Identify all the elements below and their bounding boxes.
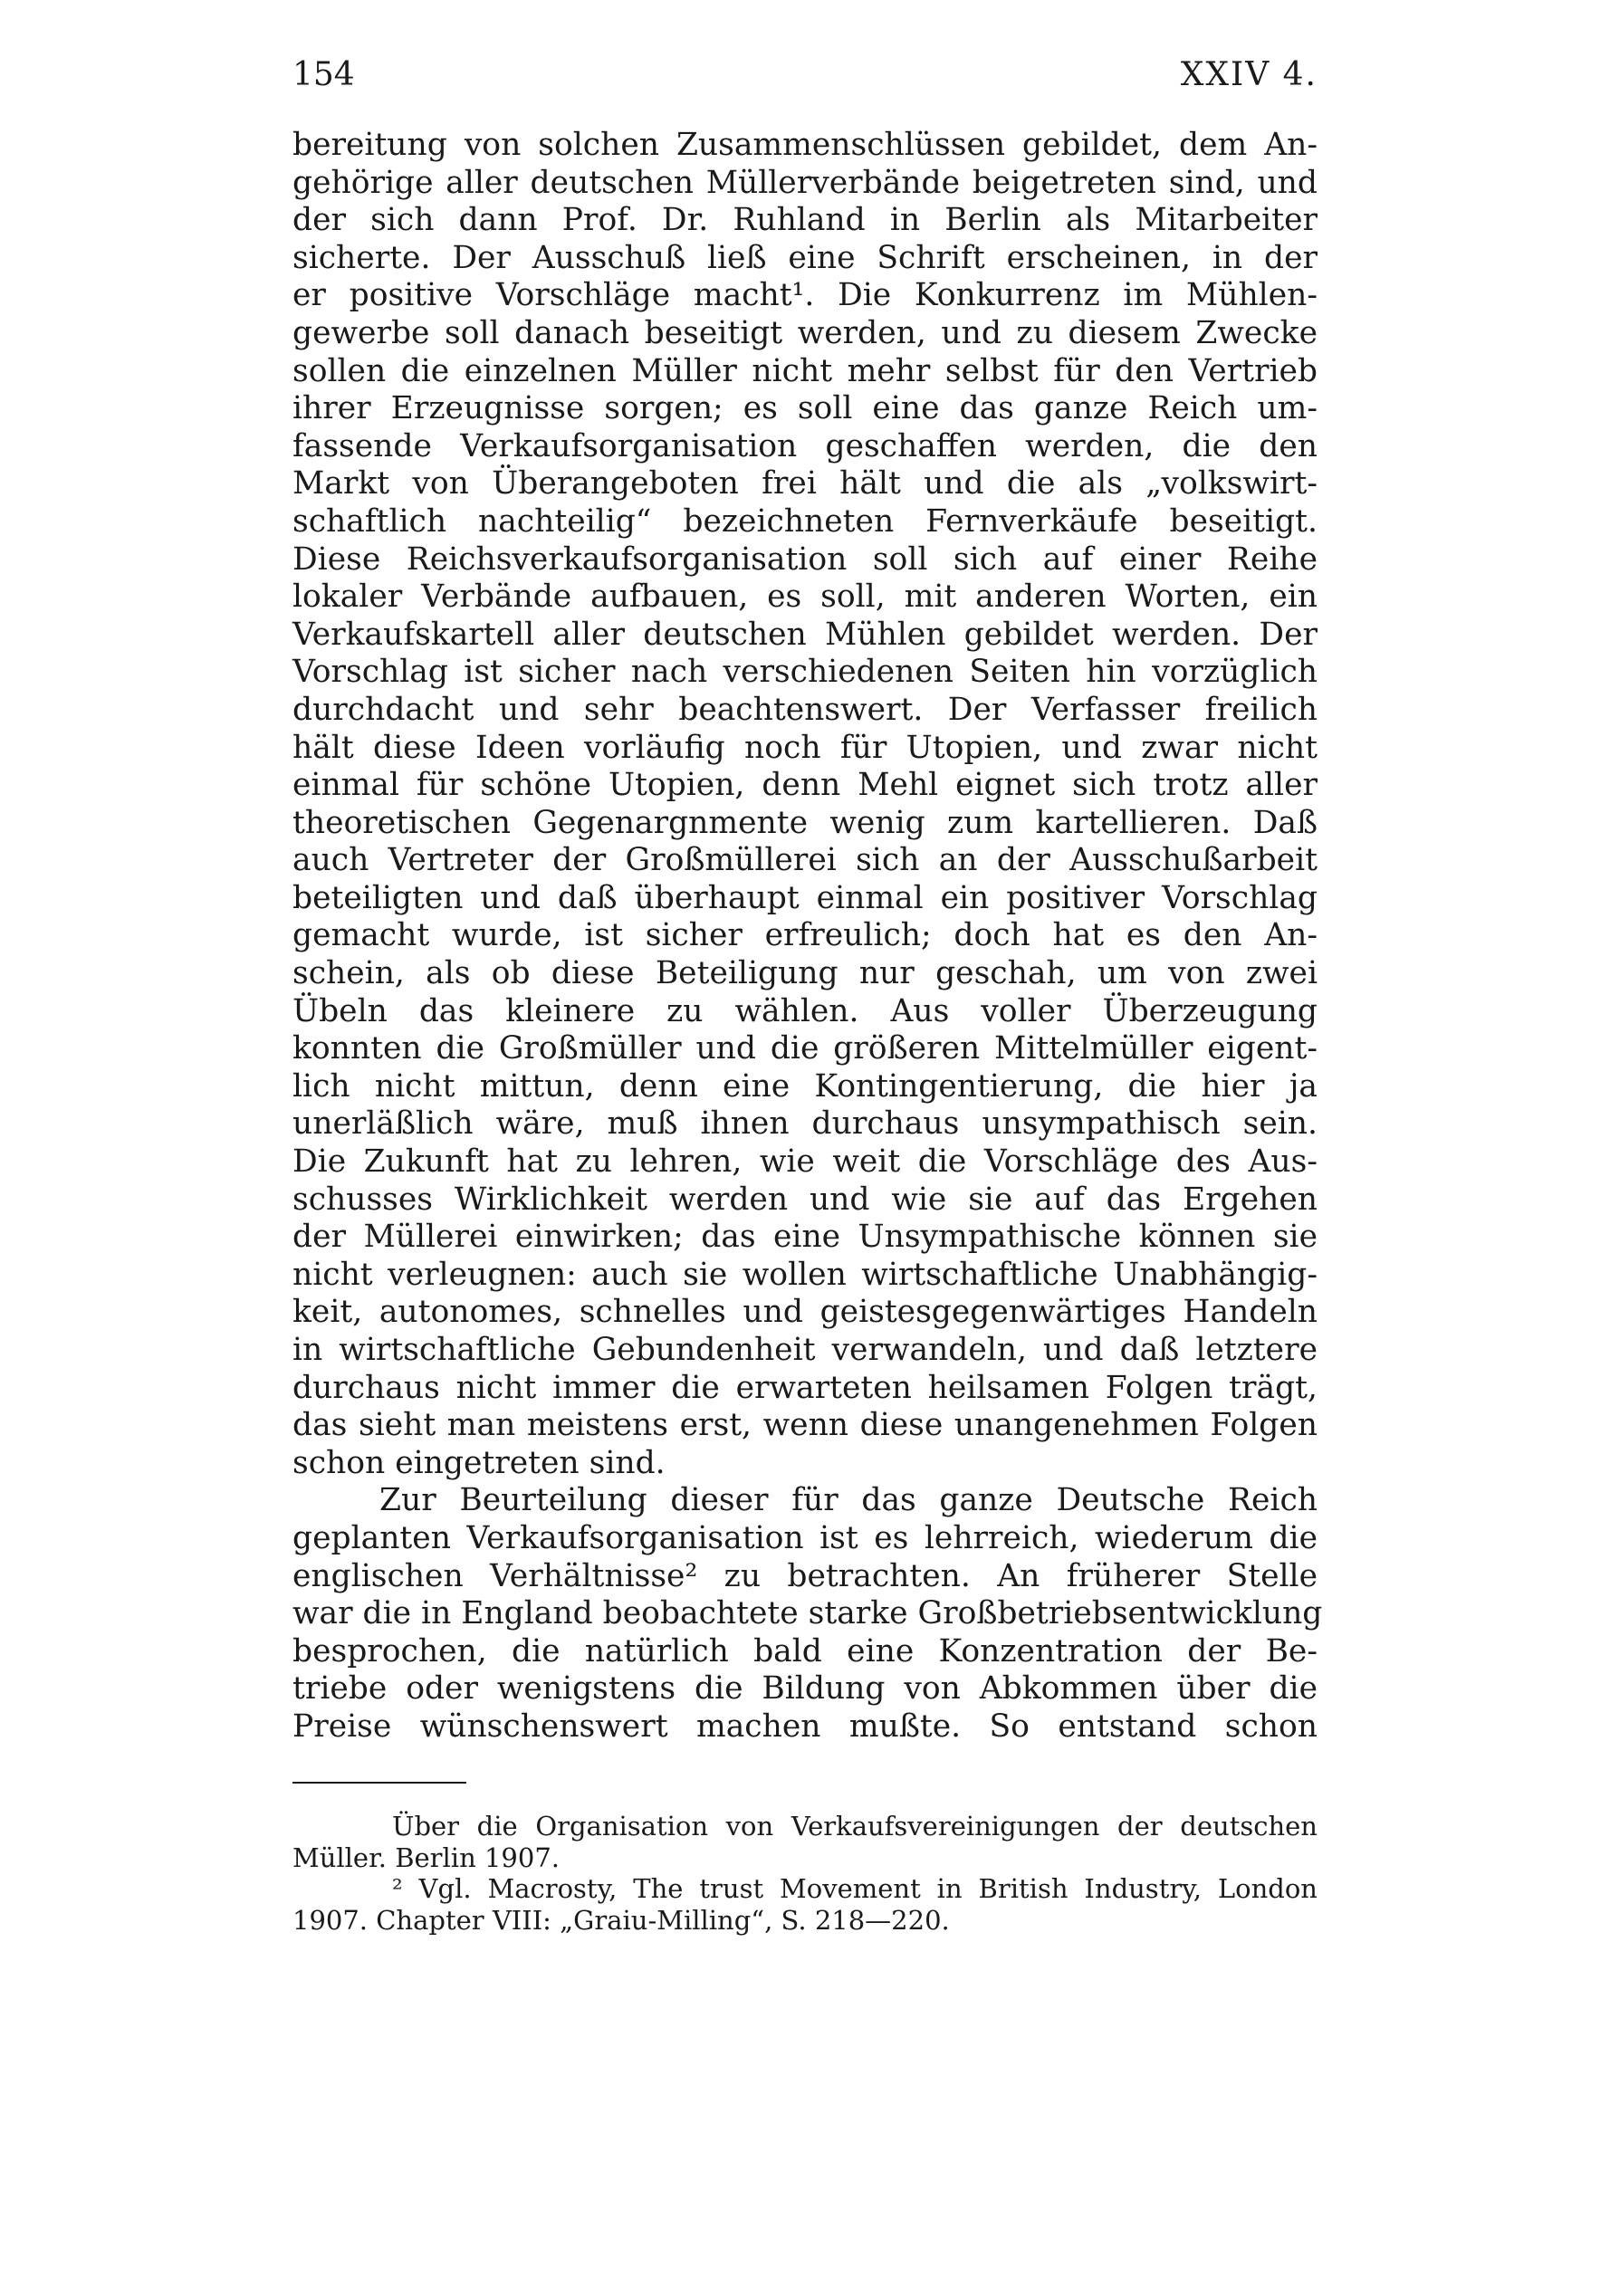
text-line: ihrer Erzeugnisse sorgen; es soll eine das ganze Reich um- — [292, 390, 1318, 427]
text-line: beteiligten und daß überhaupt einmal ein positiver Vorschlag — [292, 879, 1318, 916]
body-text — [292, 127, 1323, 1746]
text-line: triebe oder wenigstens die Bildung von Abkommen über die — [292, 1670, 1318, 1708]
text-line: unerläßlich wäre, muß ihnen durchaus unsympathisch sein. — [292, 1105, 1318, 1143]
text-line: sicherte. Der Ausschuß ließ eine Schrift erscheinen, in der — [292, 239, 1318, 276]
text-line: geplanten Verkaufsorganisation ist es lehrreich, wiederum die — [292, 1519, 1318, 1556]
text-line: einmal für schöne Utopien, denn Mehl eignet sich trotz aller — [292, 767, 1318, 804]
text-line: war die in England beobachtete starke Großbetriebsentwicklung — [292, 1595, 1323, 1632]
text-line: gewerbe soll danach beseitigt werden, und zu diesem Zwecke — [292, 314, 1318, 351]
text-line: durchaus nicht immer die erwarteten heilsamen Folgen trägt, — [292, 1369, 1318, 1406]
footnote-line: Müller. Berlin 1907. — [292, 1842, 560, 1873]
footnote-line: ² Vgl. Macrosty, The trust Movement in British Industry, London — [392, 1873, 1318, 1904]
text-line: durchdacht und sehr beachtenswert. Der Verfasser freilich — [292, 691, 1318, 728]
text-line: hält diese Ideen vorläufig noch für Utopien, und zwar nicht — [292, 729, 1318, 766]
text-line: theoretischen Gegenargnmente wenig zum kartellieren. Daß — [292, 804, 1318, 841]
text-line: gehörige aller deutschen Müllerverbände beigetreten sind, und — [292, 164, 1318, 201]
text-line: gemacht wurde, ist sicher erfreulich; doch hat es den An- — [292, 917, 1318, 954]
text-line: fassende Verkaufsorganisation geschaffen werden, die den — [292, 427, 1318, 464]
text-line: schaftlich nachteilig“ bezeichneten Fernverkäufe beseitigt. — [292, 502, 1318, 540]
page-header — [292, 53, 1318, 98]
text-line: schein, als ob diese Beteiligung nur geschah, um von zwei — [292, 955, 1318, 992]
text-line: nicht verleugnen: auch sie wollen wirtschaftliche Unabhängig- — [292, 1256, 1318, 1293]
text-line: Übeln das kleinere zu wählen. Aus voller Überzeugung — [292, 992, 1318, 1029]
text-line: lokaler Verbände aufbauen, es soll, mit anderen Worten, ein — [292, 579, 1318, 616]
text-line: lich nicht mittun, denn eine Kontingentierung, die hier ja — [292, 1067, 1318, 1105]
text-line: Die Zukunft hat zu lehren, wie weit die Vorschläge des Aus- — [292, 1143, 1318, 1181]
signature-mark: XXIV 4. — [1180, 56, 1318, 93]
footnote-separator — [292, 1782, 466, 1784]
text-line: das sieht man meistens erst, wenn diese unangenehmen Folgen — [292, 1407, 1318, 1444]
text-line: bereitung von solchen Zusammenschlüssen gebildet, dem An- — [292, 127, 1318, 163]
text-line: besprochen, die natürlich bald eine Konzentration der Be- — [292, 1632, 1318, 1669]
footnote-line: 1907. Chapter VIII: „Graiu-Milling“, S. 218—220. — [292, 1904, 950, 1936]
text-line: schon eingetreten sind. — [292, 1444, 666, 1481]
text-line: Verkaufskartell aller deutschen Mühlen gebildet werden. Der — [292, 616, 1318, 653]
text-line: auch Vertreter der Großmüllerei sich an der Ausschußarbeit — [292, 842, 1318, 879]
text-line: in wirtschaftliche Gebundenheit verwandeln, und daß letztere — [292, 1332, 1318, 1368]
text-line: englischen Verhältnisse² zu betrachten. An früherer Stelle — [292, 1557, 1318, 1594]
text-line: Preise wünschenswert machen mußte. So entstand schon — [292, 1708, 1318, 1745]
text-line: Vorschlag ist sicher nach verschiedenen Seiten hin vorzüglich — [292, 654, 1318, 691]
text-line: er positive Vorschläge macht¹. Die Konkurrenz im Mühlen- — [292, 277, 1318, 314]
page-number: 154 — [292, 56, 355, 93]
text-line: sollen die einzelnen Müller nicht mehr selbst für den Vertrieb — [292, 352, 1318, 389]
text-line: der Müllerei einwirken; das eine Unsympathische können sie — [292, 1219, 1318, 1256]
text-line: der sich dann Prof. Dr. Ruhland in Berlin als Mitarbeiter — [292, 202, 1318, 239]
text-line: keit, autonomes, schnelles und geistesgegenwärtiges Handeln — [292, 1294, 1318, 1331]
text-line: konnten die Großmüller und die größeren Mittelmüller eigent- — [292, 1030, 1318, 1067]
text-line: Zur Beurteilung dieser für das ganze Deutsche Reich — [379, 1482, 1318, 1519]
text-line: Markt von Überangeboten frei hält und die als „volkswirt- — [292, 465, 1318, 502]
text-line: Diese Reichsverkaufsorganisation soll sich auf einer Reihe — [292, 541, 1318, 578]
footnote-line: Über die Organisation von Verkaufsvereinigungen der deutschen — [392, 1811, 1318, 1842]
footnotes — [292, 1811, 1318, 1936]
text-line: schusses Wirklichkeit werden und wie sie auf das Ergehen — [292, 1181, 1318, 1218]
